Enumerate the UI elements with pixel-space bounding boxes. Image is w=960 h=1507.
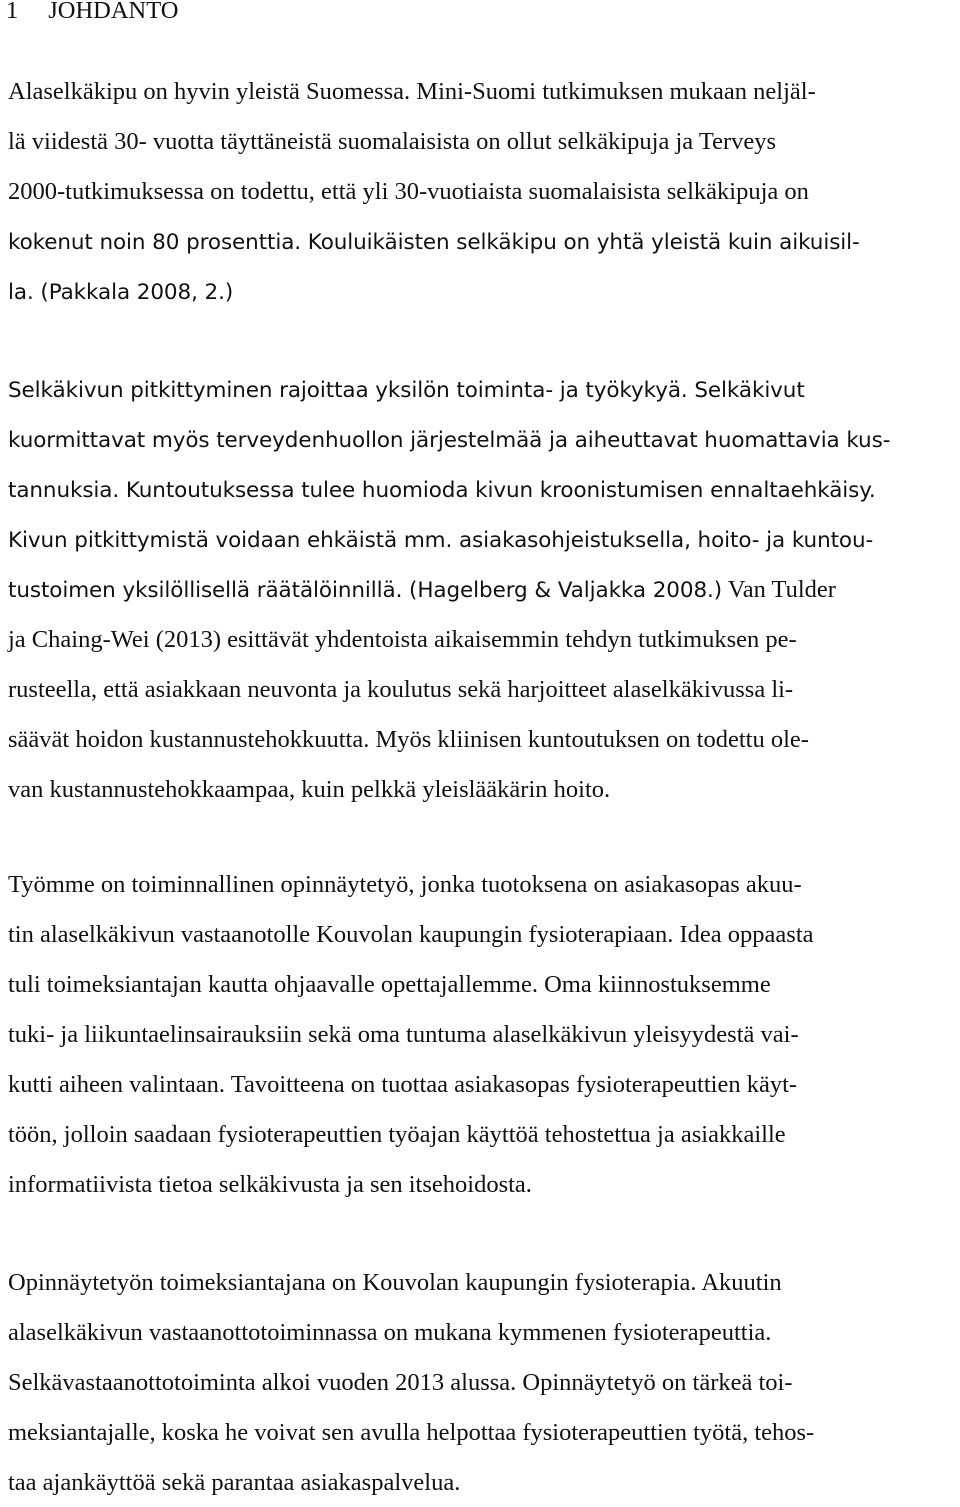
text-run: tustoimen yksilöllisellä räätälöinnillä. (Hagelberg & Valjakka 2008.) xyxy=(8,578,723,603)
text-run: 2000-tutkimuksessa on todettu, että yli 30-vuotiaista suomalaisista selkäkipuja on xyxy=(8,178,809,205)
text-line xyxy=(8,1418,814,1448)
text-line xyxy=(8,575,836,606)
text-line xyxy=(8,775,610,805)
text-run: Van Tulder xyxy=(722,576,836,603)
text-line xyxy=(8,725,809,755)
text-run: tuli toimeksiantajan kautta ohjaavalle opettajallemme. Oma kiinnostuksemme xyxy=(8,971,771,998)
text-line xyxy=(8,525,873,556)
section-number: 1 xyxy=(6,0,19,24)
text-line xyxy=(8,77,816,107)
text-line xyxy=(8,970,771,1000)
text-run: kutti aiheen valintaan. Tavoitteena on tuottaa asiakasopas fysioterapeuttien käyt- xyxy=(8,1071,798,1098)
section-title: JOHDANTO xyxy=(48,0,179,24)
text-line xyxy=(8,675,793,705)
text-run: tuki- ja liikuntaelinsairauksiin sekä oma tuntuma alaselkäkivun yleisyydestä vai- xyxy=(8,1021,799,1048)
text-run: tin alaselkäkivun vastaanotolle Kouvolan kaupungin fysioterapiaan. Idea oppaasta xyxy=(8,921,814,948)
text-line xyxy=(8,1070,797,1100)
text-run: Selkäkivun pitkittyminen rajoittaa yksilön toiminta- ja työkykyä. Selkäkivut xyxy=(8,378,805,403)
text-line xyxy=(8,920,814,950)
text-run: töön, jolloin saadaan fysioterapeuttien työajan käyttöä tehostettua ja asiakkaille xyxy=(8,1121,786,1148)
text-run: alaselkäkivun vastaanottotoiminnassa on mukana kymmenen fysioterapeuttia. xyxy=(8,1319,772,1346)
text-run: informatiivista tietoa selkäkivusta ja sen itsehoidosta. xyxy=(8,1171,532,1198)
text-line xyxy=(8,870,802,900)
text-line xyxy=(8,1020,799,1050)
section-heading xyxy=(6,0,178,26)
text-run: Työmme on toiminnallinen opinnäytetyö, jonka tuotoksena on asiakasopas akuu- xyxy=(8,871,802,898)
text-line xyxy=(8,1268,782,1298)
text-line xyxy=(8,1368,793,1398)
text-run: meksiantajalle, koska he voivat sen avulla helpottaa fysioterapeuttien työtä, tehos- xyxy=(8,1419,815,1446)
text-run: la. (Pakkala 2008, 2.) xyxy=(8,280,234,305)
text-line xyxy=(8,625,797,655)
text-run: säävät hoidon kustannustehokkuutta. Myös kliinisen kuntoutuksen on todettu ole- xyxy=(8,726,809,753)
text-run: kuormittavat myös terveydenhuollon järjestelmää ja aiheuttavat huomattavia kus- xyxy=(8,428,891,453)
text-line xyxy=(8,227,860,258)
text-line xyxy=(8,475,876,506)
text-line xyxy=(8,177,809,207)
text-run: taa ajankäyttöä sekä parantaa asiakaspalvelua. xyxy=(8,1469,461,1496)
text-line xyxy=(8,375,805,406)
text-run: van kustannustehokkaampaa, kuin pelkkä yleislääkärin hoito. xyxy=(8,776,611,803)
text-line xyxy=(8,1468,460,1498)
text-line xyxy=(8,1170,532,1200)
text-line xyxy=(8,1318,771,1348)
text-run: rusteella, että asiakkaan neuvonta ja koulutus sekä harjoitteet alaselkäkivussa li- xyxy=(8,676,794,703)
text-line xyxy=(8,425,890,456)
text-run: Selkävastaanottotoiminta alkoi vuoden 2013 alussa. Opinnäytetyö on tärkeä toi- xyxy=(8,1369,793,1396)
text-line xyxy=(8,1120,786,1150)
text-line xyxy=(8,127,776,157)
text-run: Alaselkäkipu on hyvin yleistä Suomessa. Mini-Suomi tutkimuksen mukaan neljäl- xyxy=(8,78,816,105)
text-run: Opinnäytetyön toimeksiantajana on Kouvolan kaupungin fysioterapia. Akuutin xyxy=(8,1269,782,1296)
text-line xyxy=(8,277,233,308)
text-run: ja Chaing-Wei (2013) esittävät yhdentoista aikaisemmin tehdyn tutkimuksen pe- xyxy=(8,626,797,653)
text-run: kokenut noin 80 prosenttia. Kouluikäisten selkäkipu on yhtä yleistä kuin aikuisil- xyxy=(8,230,860,255)
text-run: tannuksia. Kuntoutuksessa tulee huomioda kivun kroonistumisen ennaltaehkäisy. xyxy=(8,478,876,503)
text-run: lä viidestä 30- vuotta täyttäneistä suomalaisista on ollut selkäkipuja ja Terveys xyxy=(8,128,777,155)
text-run: Kivun pitkittymistä voidaan ehkäistä mm. asiakasohjeistuksella, hoito- ja kuntou- xyxy=(8,528,874,553)
